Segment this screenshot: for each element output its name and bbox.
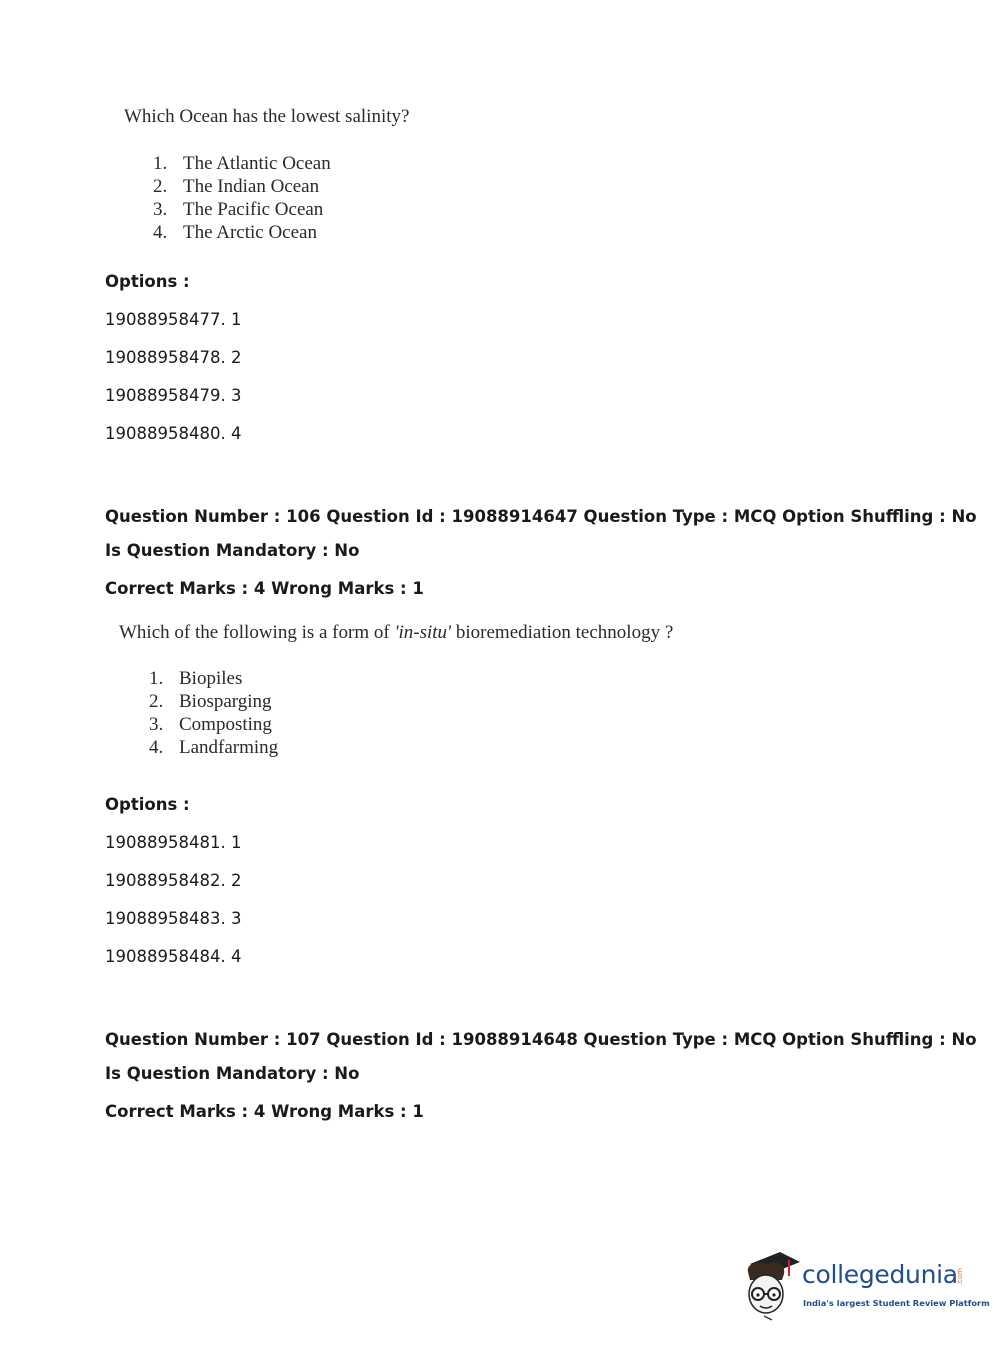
option-id: 19088958478. 2: [105, 348, 242, 367]
question-text: [119, 622, 673, 644]
choice-text: The Indian Ocean: [183, 176, 320, 197]
choice-number: 4.: [149, 737, 164, 758]
choice-text: The Atlantic Ocean: [183, 153, 331, 174]
choice-number: 3.: [149, 714, 164, 735]
choice-text: The Arctic Ocean: [183, 222, 317, 243]
choice-text: The Pacific Ocean: [183, 199, 324, 220]
question-text-italic: 'in-situ': [394, 622, 452, 643]
options-label: Options :: [105, 272, 190, 291]
question-text-post: bioremediation technology ?: [451, 622, 674, 643]
choice-text: Landfarming: [179, 737, 279, 758]
choice-item: [149, 714, 272, 736]
student-mascot-icon: [742, 1250, 802, 1322]
question-marks: Correct Marks : 4 Wrong Marks : 1: [105, 579, 424, 598]
question-mandatory: Is Question Mandatory : No: [105, 541, 360, 560]
logo-tagline: India's largest Student Review Platform: [803, 1298, 990, 1308]
choice-text: Composting: [179, 714, 272, 735]
choice-number: 1.: [153, 153, 168, 174]
choice-item: [153, 199, 323, 221]
question-marks: Correct Marks : 4 Wrong Marks : 1: [105, 1102, 424, 1121]
question-header: Question Number : 106 Question Id : 19088914647 Question Type : MCQ Option Shuffling : No: [105, 507, 977, 526]
question-header: Question Number : 107 Question Id : 19088914648 Question Type : MCQ Option Shuffling : No: [105, 1030, 977, 1049]
choice-item: [149, 737, 278, 759]
choice-number: 1.: [149, 668, 164, 689]
option-id: 19088958477. 1: [105, 310, 242, 329]
question-text-pre: Which of the following is a form of: [119, 622, 395, 643]
choice-item: [153, 176, 319, 198]
choice-number: 2.: [149, 691, 164, 712]
options-label: Options :: [105, 795, 190, 814]
option-id: 19088958483. 3: [105, 909, 242, 928]
option-id: 19088958479. 3: [105, 386, 242, 405]
choice-item: [153, 153, 331, 175]
choice-text: Biosparging: [179, 691, 272, 712]
choice-text: Biopiles: [179, 668, 243, 689]
choice-item: [149, 691, 272, 713]
collegedunia-logo: [742, 1250, 990, 1322]
choice-number: 2.: [153, 176, 168, 197]
logo-name: collegedunia: [802, 1260, 958, 1289]
option-id: 19088958480. 4: [105, 424, 242, 443]
question-mandatory: Is Question Mandatory : No: [105, 1064, 360, 1083]
choice-item: [149, 668, 242, 690]
option-id: 19088958484. 4: [105, 947, 242, 966]
question-text: Which Ocean has the lowest salinity?: [124, 106, 410, 127]
choice-number: 4.: [153, 222, 168, 243]
option-id: 19088958481. 1: [105, 833, 242, 852]
choice-number: 3.: [153, 199, 168, 220]
option-id: 19088958482. 2: [105, 871, 242, 890]
choice-item: [153, 222, 317, 244]
logo-com-suffix: .com: [956, 1268, 964, 1286]
